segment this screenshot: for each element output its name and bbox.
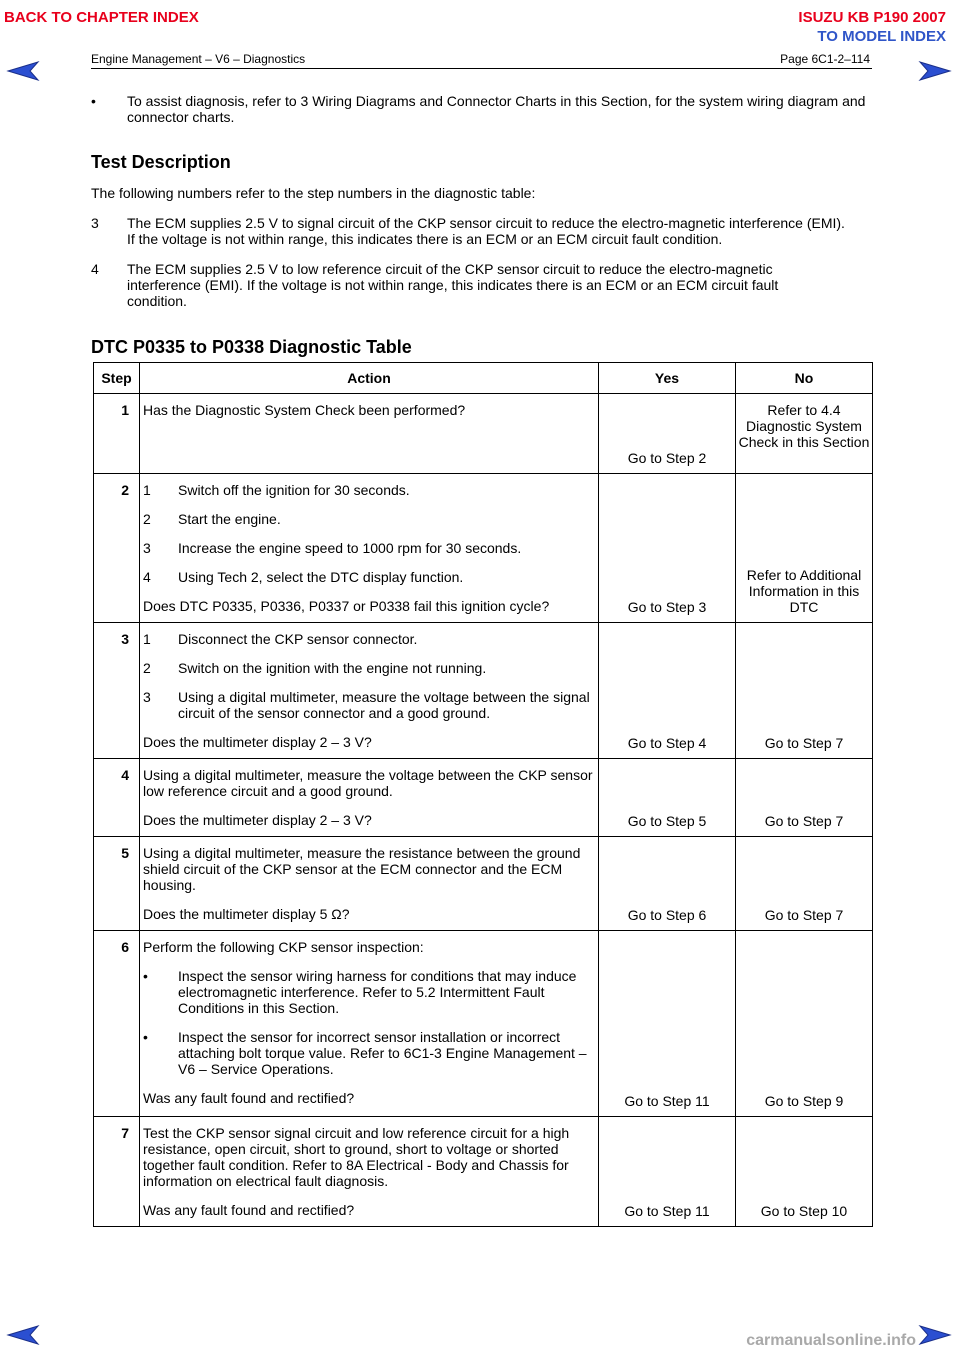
table-row <box>94 623 873 759</box>
item-number: 4 <box>91 261 99 277</box>
action-paragraph: Using a digital multimeter, measure the voltage between the CKP sensor low reference circuit and a good ground. <box>143 767 593 799</box>
vehicle-title-link[interactable]: ISUZU KB P190 2007 <box>798 9 946 26</box>
table-header-row <box>94 363 873 394</box>
action-list-text: Inspect the sensor wiring harness for conditions that may induce electromagnetic interference. Refer to 5.2 Intermittent Fault Conditions in this Section. <box>178 968 577 1016</box>
step-number: 3 <box>94 623 140 759</box>
item-text: The ECM supplies 2.5 V to signal circuit of the CKP sensor circuit to reduce the electro-magnetic interference (EMI). If the voltage is not within range, this indicates there is an ECM or an ECM circuit fault condition. <box>127 215 845 247</box>
action-list-marker: 2 <box>143 511 151 527</box>
back-to-chapter-index-link[interactable]: BACK TO CHAPTER INDEX <box>4 9 199 26</box>
next-page-arrow-icon[interactable] <box>918 60 952 82</box>
action-paragraph: Was any fault found and rectified? <box>143 1090 355 1106</box>
action-list-item <box>143 660 596 676</box>
step-number: 5 <box>94 837 140 931</box>
action-list-text: Inspect the sensor for incorrect sensor installation or incorrect attaching bolt torque value. Refer to 6C1-3 Engine Management – V6 – Service Operations. <box>178 1029 587 1077</box>
watermark: carmanualsonline.info <box>746 1332 916 1349</box>
action-list-marker: 2 <box>143 660 151 676</box>
yes-cell[interactable]: Go to Step 4 <box>599 623 736 759</box>
page-number: Page 6C1-2–114 <box>780 52 870 66</box>
yes-cell[interactable]: Go to Step 2 <box>599 394 736 474</box>
action-list-item <box>143 968 596 1016</box>
intro-bullet-text: To assist diagnosis, refer to 3 Wiring Diagrams and Connector Charts in this Section, for the system wiring diagram and connector charts. <box>127 93 866 125</box>
action-cell <box>140 474 599 623</box>
action-paragraph: Was any fault found and rectified? <box>143 1202 355 1218</box>
table-row <box>94 474 873 623</box>
action-list-item <box>143 1029 596 1077</box>
yes-cell[interactable]: Go to Step 6 <box>599 837 736 931</box>
no-cell[interactable]: Go to Step 7 <box>736 623 873 759</box>
action-list-item <box>143 540 596 556</box>
step-number: 4 <box>94 759 140 837</box>
action-list-text: Switch off the ignition for 30 seconds. <box>178 482 410 498</box>
action-cell <box>140 837 599 931</box>
yes-cell[interactable]: Go to Step 11 <box>599 1117 736 1227</box>
action-list-item <box>143 511 596 527</box>
action-list-marker: 4 <box>143 569 151 585</box>
action-list-text: Switch on the ignition with the engine not running. <box>178 660 487 676</box>
action-paragraph: Using a digital multimeter, measure the resistance between the ground shield circuit of the CKP sensor at the ECM connector and the ECM housing. <box>143 845 581 893</box>
action-paragraph: Does the multimeter display 2 – 3 V? <box>143 812 372 828</box>
test-description-lead: The following numbers refer to the step numbers in the diagnostic table: <box>91 185 536 201</box>
step-number: 2 <box>94 474 140 623</box>
step-number: 1 <box>94 394 140 474</box>
table-row <box>94 1117 873 1227</box>
action-paragraph: Does the multimeter display 5 Ω? <box>143 906 350 922</box>
action-paragraph: Has the Diagnostic System Check been performed? <box>143 402 466 418</box>
action-list-text: Using a digital multimeter, measure the voltage between the signal circuit of the sensor connector and a good ground. <box>178 689 590 721</box>
action-cell <box>140 623 599 759</box>
action-list-item <box>143 689 596 721</box>
action-list-marker: • <box>143 968 148 984</box>
action-list-marker: 3 <box>143 689 151 705</box>
header-rule <box>91 68 872 69</box>
item-number: 3 <box>91 215 99 231</box>
test-description-heading: Test Description <box>91 152 231 172</box>
action-list-marker: • <box>143 1029 148 1045</box>
table-row <box>94 759 873 837</box>
diagnostic-table <box>93 362 873 1227</box>
action-paragraph: Perform the following CKP sensor inspection: <box>143 939 424 955</box>
no-cell[interactable]: Go to Step 9 <box>736 931 873 1117</box>
table-row <box>94 394 873 474</box>
action-list-marker: 1 <box>143 631 151 647</box>
action-cell <box>140 759 599 837</box>
test-description-item <box>91 261 831 309</box>
action-cell <box>140 394 599 474</box>
action-paragraph: Does DTC P0335, P0336, P0337 or P0338 fail this ignition cycle? <box>143 598 550 614</box>
intro-bullet <box>91 93 871 125</box>
action-paragraph: Does the multimeter display 2 – 3 V? <box>143 734 372 750</box>
test-description-item <box>91 215 851 247</box>
no-cell[interactable]: Refer to Additional Information in this DTC <box>736 474 873 623</box>
action-list-item <box>143 631 596 647</box>
step-number: 6 <box>94 931 140 1117</box>
no-cell[interactable]: Go to Step 7 <box>736 759 873 837</box>
action-list-text: Disconnect the CKP sensor connector. <box>178 631 418 647</box>
action-list-text: Increase the engine speed to 1000 rpm for 30 seconds. <box>178 540 522 556</box>
action-cell <box>140 931 599 1117</box>
header-no: No <box>736 363 873 394</box>
action-list-text: Using Tech 2, select the DTC display function. <box>178 569 464 585</box>
action-list-text: Start the engine. <box>178 511 281 527</box>
no-cell[interactable]: Refer to 4.4 Diagnostic System Check in this Section <box>736 394 873 474</box>
previous-page-arrow-icon[interactable] <box>6 1324 40 1346</box>
next-page-arrow-icon[interactable] <box>918 1324 952 1346</box>
to-model-index-link[interactable]: TO MODEL INDEX <box>817 28 946 45</box>
action-paragraph: Test the CKP sensor signal circuit and low reference circuit for a high resistance, open circuit, short to ground, short to voltage or shorted together fault condition. Refer to 8A Electrical - Body and Chassis for information on electrical fault diagnosis. <box>143 1125 570 1189</box>
section-header: Engine Management – V6 – Diagnostics <box>91 52 306 66</box>
yes-cell[interactable]: Go to Step 11 <box>599 931 736 1117</box>
header-action: Action <box>140 363 599 394</box>
header-yes: Yes <box>599 363 736 394</box>
no-cell[interactable]: Go to Step 7 <box>736 837 873 931</box>
table-row <box>94 931 873 1117</box>
bullet-symbol: • <box>91 93 96 109</box>
previous-page-arrow-icon[interactable] <box>6 60 40 82</box>
yes-cell[interactable]: Go to Step 3 <box>599 474 736 623</box>
diagnostic-table-title: DTC P0335 to P0338 Diagnostic Table <box>91 337 412 357</box>
table-row <box>94 837 873 931</box>
action-list-item <box>143 482 596 498</box>
item-text: The ECM supplies 2.5 V to low reference circuit of the CKP sensor circuit to reduce the electro-magnetic interference (EMI). If the voltage is not within range, this indicates there is an ECM or an ECM circuit fault condition. <box>127 261 779 309</box>
action-cell <box>140 1117 599 1227</box>
action-list-item <box>143 569 596 585</box>
no-cell[interactable]: Go to Step 10 <box>736 1117 873 1227</box>
action-list-marker: 3 <box>143 540 151 556</box>
yes-cell[interactable]: Go to Step 5 <box>599 759 736 837</box>
action-list-marker: 1 <box>143 482 151 498</box>
step-number: 7 <box>94 1117 140 1227</box>
header-step: Step <box>94 363 140 394</box>
